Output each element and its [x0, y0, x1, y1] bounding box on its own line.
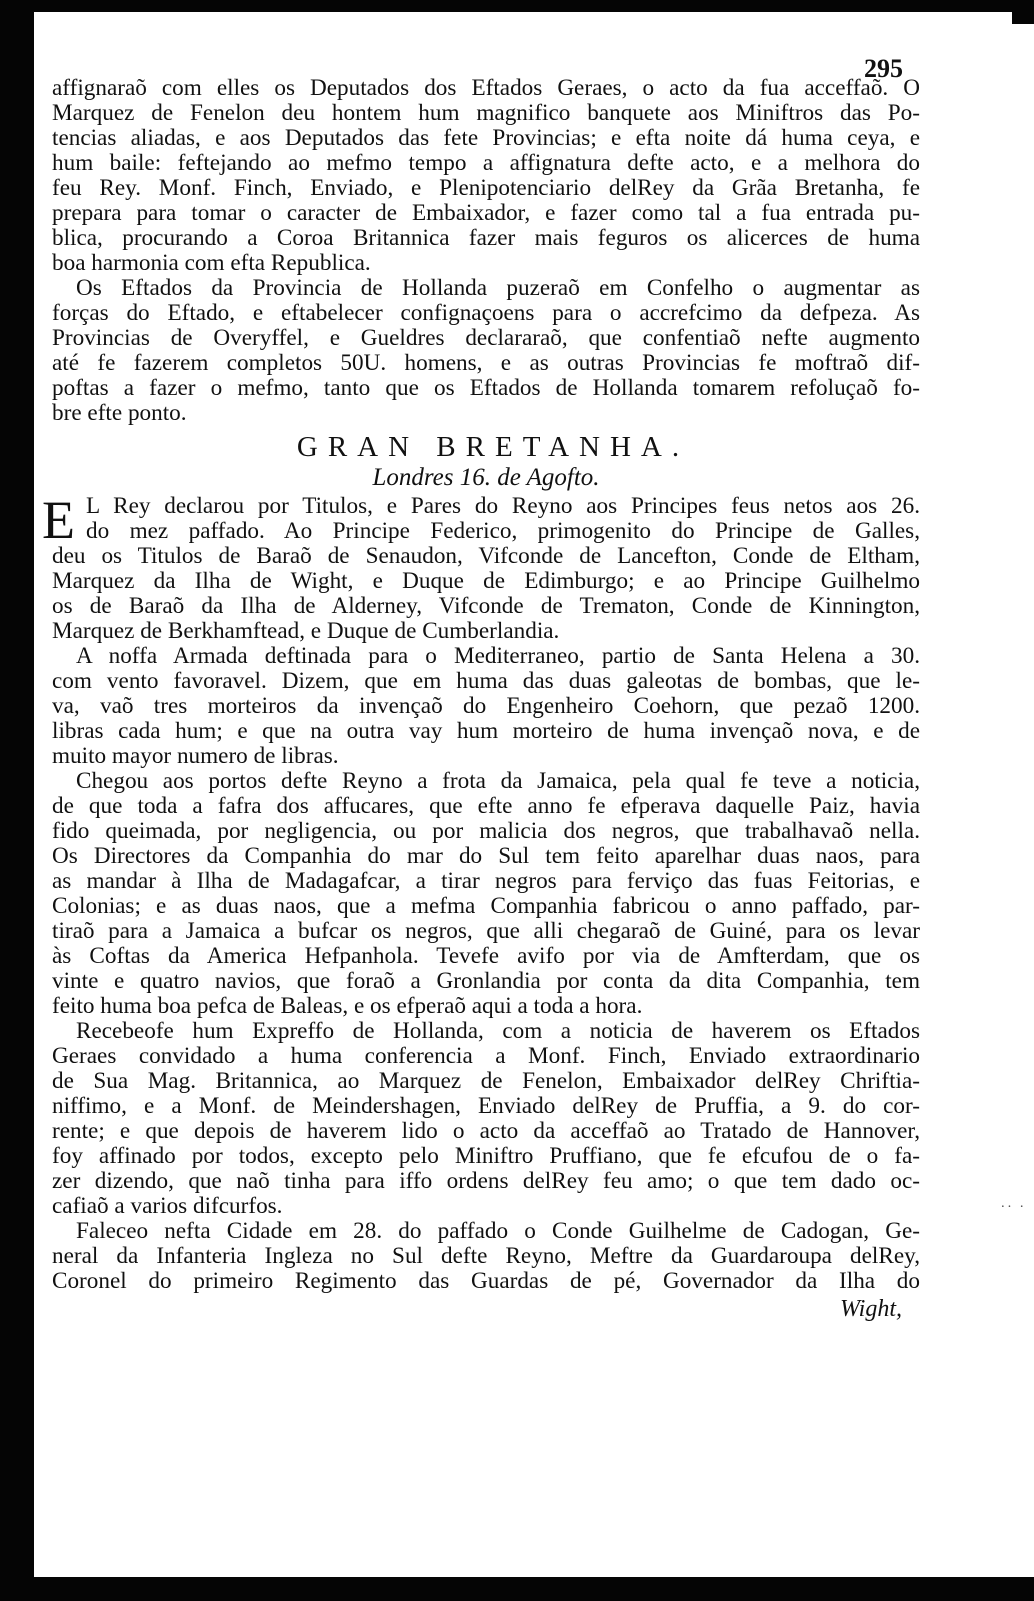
paragraph-express-from-holland: [52, 1019, 920, 1219]
text-line: feu Rey. Monf. Finch, Enviado, e Plenipotenciario delRey da Grãa Bretanha, fe: [52, 175, 920, 201]
text-line: do mez paffado. Ao Principe Federico, primogenito do Principe de Galles,: [86, 518, 920, 544]
text-line: blica, procurando a Coroa Britannica fazer mais feguros os alicerces de huma: [52, 225, 920, 251]
text-line: zer dizendo, que naõ tinha para iffo ordens delRey feu amo; o que tem dado oc-: [52, 1168, 920, 1194]
text-line: prepara para tomar o caracter de Embaixador, e fazer como tal a fua entrada pu-: [52, 200, 920, 226]
text-line: boa harmonia com efta Republica.: [52, 250, 371, 276]
text-line: feito huma boa pefca de Baleas, e os efperaõ aqui a toda a hora.: [52, 993, 643, 1019]
text-line: A noffa Armada deftinada para o Mediterraneo, partio de Santa Helena a 30.: [76, 643, 920, 669]
text-line: Marquez de Fenelon deu hontem hum magnifico banquete aos Miniftros das Po-: [52, 100, 920, 126]
text-line: Chegou aos portos defte Reyno a frota da Jamaica, pela qual fe teve a noticia,: [76, 768, 920, 794]
text-line: às Coftas da America Hefpanhola. Tevefe avifo por via de Amfterdam, que os: [52, 943, 920, 969]
text-line: Os Eftados da Provincia de Hollanda puzeraõ em Confelho o augmentar as: [76, 275, 920, 301]
text-line: L Rey declarou por Titulos, e Pares do Reyno aos Principes feus netos aos 26.: [86, 493, 920, 519]
text-line: forças do Eftado, e eftabelecer confignaçoens para o accrefcimo da defpeza. As: [52, 300, 920, 326]
drop-cap: E: [42, 490, 75, 550]
text-line: foy affinado por todos, excepto pelo Miniftro Pruffiano, que fe efcufou de o fa-: [52, 1143, 920, 1169]
text-line: Coronel do primeiro Regimento das Guardas de pé, Governador da Ilha do: [52, 1268, 920, 1294]
text-line: Colonias; e as duas naos, que a mefma Companhia fabricou o anno paffado, par-: [52, 893, 920, 919]
text-line: de Sua Mag. Britannica, ao Marquez de Fenelon, Embaixador delRey Chriftia-: [52, 1068, 920, 1094]
text-line: libras cada hum; e que na outra vay hum morteiro de huma invençaõ nova, e de: [52, 718, 920, 744]
scan-border-left: [0, 0, 34, 1601]
section-heading: GRAN BRETANHA.: [296, 431, 690, 463]
text-line: Marquez de Berkhamftead, e Duque de Cumberlandia.: [52, 618, 560, 644]
text-line: hum baile: feftejando ao mefmo tempo a affignatura defte acto, e a melhora do: [52, 150, 920, 176]
text-line: tiraõ para a Jamaica a bufcar os negros, que alli chegaraõ de Guiné, para os levar: [52, 918, 920, 944]
paragraph-hague-accession: [52, 76, 920, 276]
paragraph-armada: [52, 644, 920, 769]
text-line: as mandar à Ilha de Madagafcar, a tirar negros para ferviço das fuas Feitorias, e: [52, 868, 920, 894]
margin-specks: ·· ·: [1000, 1200, 1026, 1215]
text-line: Os Directores da Companhia do mar do Sul tem feito aparelhar duas naos, para: [52, 843, 920, 869]
text-line: de que toda a fafra dos affucares, que efte anno fe efperava daquelle Paiz, havia: [52, 793, 920, 819]
text-line: Geraes convidado a huma conferencia a Monf. Finch, Enviado extraordinario: [52, 1043, 920, 1069]
page-number: 295: [864, 54, 903, 83]
paragraph-jamaica-fleet: [52, 769, 920, 1019]
text-line: vinte e quatro navios, que foraõ a Gronlandia por conta da dita Companhia, tem: [52, 968, 920, 994]
dateline: Londres 16. de Agofto.: [372, 464, 600, 491]
paragraph-cadogan-death: [52, 1219, 920, 1294]
paragraph-royal-titles: [42, 490, 920, 644]
text-line: bre efte ponto.: [52, 400, 187, 426]
text-line: neral da Infanteria Ingleza no Sul defte Reyno, Meftre da Guardaroupa delRey,: [52, 1243, 920, 1269]
text-column: [42, 75, 920, 1324]
scan-border-corner: [1012, 0, 1034, 24]
text-line: deu os Titulos de Baraõ de Senaudon, Vifconde de Lancefton, Conde de Eltham,: [52, 543, 920, 569]
text-line: Marquez da Ilha de Wight, e Duque de Edimburgo; e ao Principe Guilhelmo: [52, 568, 920, 594]
text-line: Provincias de Overyffel, e Gueldres declararaõ, que confentiaõ nefte augmento: [52, 325, 920, 351]
text-line: rente; e que depois de haverem lido o acto da acceffaõ ao Tratado de Hannover,: [52, 1118, 920, 1144]
text-line: Faleceo nefta Cidade em 28. do paffado o Conde Guilhelme de Cadogan, Ge-: [76, 1218, 920, 1244]
text-line: com vento favoravel. Dizem, que em huma das duas galeotas de bombas, que le-: [52, 668, 920, 694]
scan-border-bottom: [0, 1577, 1034, 1601]
text-line: Recebeofe hum Expreffo de Hollanda, com a noticia de haverem os Eftados: [76, 1018, 920, 1044]
text-line: os de Baraõ da Ilha de Alderney, Vifconde de Trematon, Conde de Kinnington,: [52, 593, 920, 619]
text-line: muito mayor numero de libras.: [52, 743, 339, 769]
paragraph-holland-estates: [52, 276, 920, 426]
text-line: tencias aliadas, e aos Deputados das fete Provincias; e efta noite dá huma ceya, e: [52, 125, 920, 151]
text-line: va, vaõ tres morteiros da invençaõ do Engenheiro Coehorn, que pezaõ 1200.: [52, 693, 920, 719]
text-line: fido queimada, por negligencia, ou por malicia dos negros, que trabalhavaõ nella.: [52, 818, 920, 844]
scan-border-top: [0, 0, 1034, 12]
text-line: até fe fazerem completos 50U. homens, e as outras Provincias fe moftraõ dif-: [52, 350, 920, 376]
text-line: affignaraõ com elles os Deputados dos Eftados Geraes, o acto da fua acceffaõ. O: [52, 75, 920, 101]
text-line: niffimo, e a Monf. de Meindershagen, Enviado delRey de Pruffia, a 9. do cor-: [52, 1093, 920, 1119]
text-line: cafiaõ a varios difcurfos.: [52, 1193, 283, 1219]
catchword: Wight,: [839, 1296, 902, 1322]
text-line: poftas a fazer o mefmo, tanto que os Eftados de Hollanda tomarem refoluçaõ fo-: [52, 375, 920, 401]
